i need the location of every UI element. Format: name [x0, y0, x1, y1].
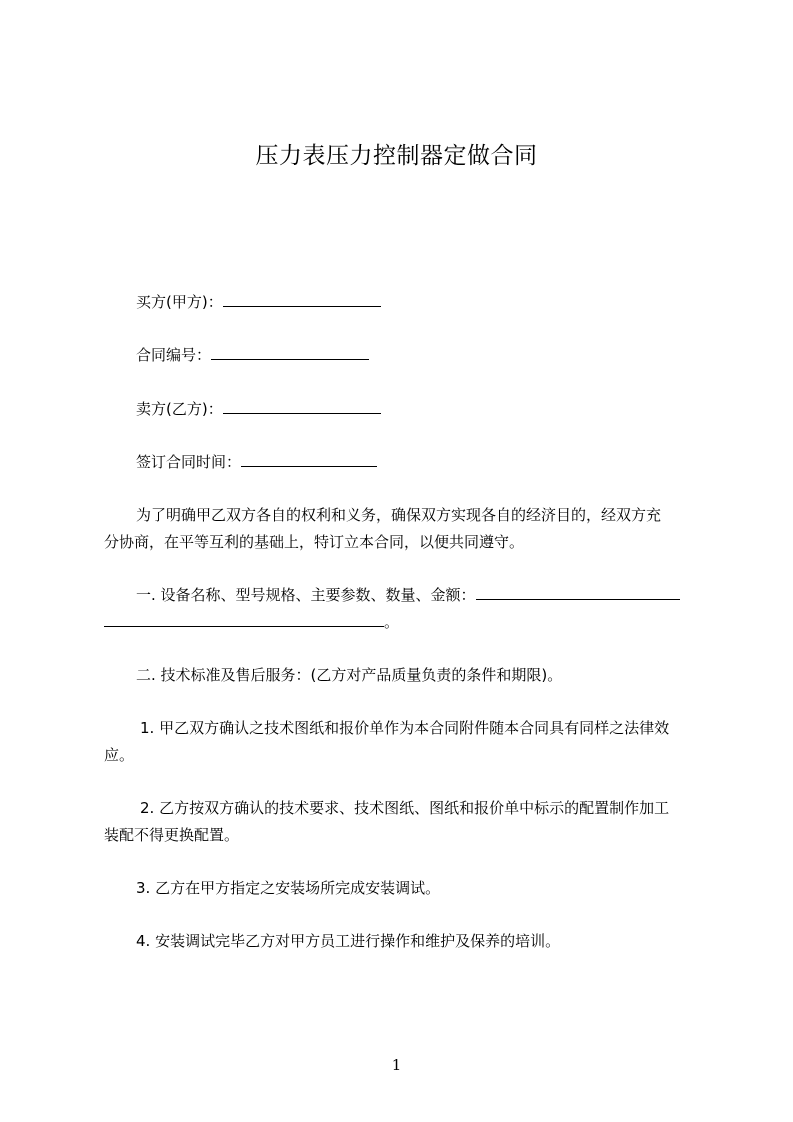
sign-time-field [104, 452, 736, 472]
document-title: 压力表压力控制器定做合同 [255, 143, 538, 169]
contract-number-field [104, 345, 736, 365]
seller-field [104, 399, 736, 419]
section-2-heading: 二. 技术标准及售后服务：(乙方对产品质量负责的条件和期限)。 [136, 666, 563, 684]
intro-line-1: 为了明确甲乙双方各自的权利和义务，确保双方实现各自的经济目的，经双方充 [136, 506, 662, 524]
seller-label: 卖方(乙方)： [136, 400, 223, 418]
seller-blank [223, 399, 381, 414]
section-1-blank-1 [476, 585, 680, 600]
section-2-item-1-line-1: 1. 甲乙双方确认之技术图纸和报价单作为本合同附件随本合同具有同样之法律效 [140, 719, 670, 737]
buyer-field [104, 292, 736, 312]
buyer-label: 买方(甲方)： [136, 293, 223, 311]
section-2-item-1-line-2: 应。 [104, 746, 135, 764]
buyer-blank [223, 292, 381, 307]
contract-number-label: 合同编号： [136, 346, 212, 364]
section-1-blank-2 [104, 612, 384, 627]
section-1-heading-line [104, 585, 736, 605]
section-2-item-4: 4. 安装调试完毕乙方对甲方员工进行操作和维护及保养的培训。 [136, 932, 561, 950]
section-1-end-mark: 。 [384, 613, 400, 631]
sign-time-label: 签订合同时间： [136, 453, 242, 471]
section-2-item-2-line-1: 2. 乙方按双方确认的技术要求、技术图纸、图纸和报价单中标示的配置制作加工 [140, 799, 670, 817]
section-2-item-3: 3. 乙方在甲方指定之安装场所完成安装调试。 [136, 879, 441, 897]
section-2-item-2-line-2: 装配不得更换配置。 [104, 826, 240, 844]
section-1-continuation [104, 612, 704, 632]
contract-number-blank [211, 345, 369, 360]
section-1-heading: 一. 设备名称、型号规格、主要参数、数量、金额： [136, 586, 476, 604]
page-number: 1 [391, 1056, 402, 1074]
intro-line-2: 分协商，在平等互利的基础上，特订立本合同，以便共同遵守。 [104, 533, 525, 551]
sign-time-blank [241, 452, 377, 467]
